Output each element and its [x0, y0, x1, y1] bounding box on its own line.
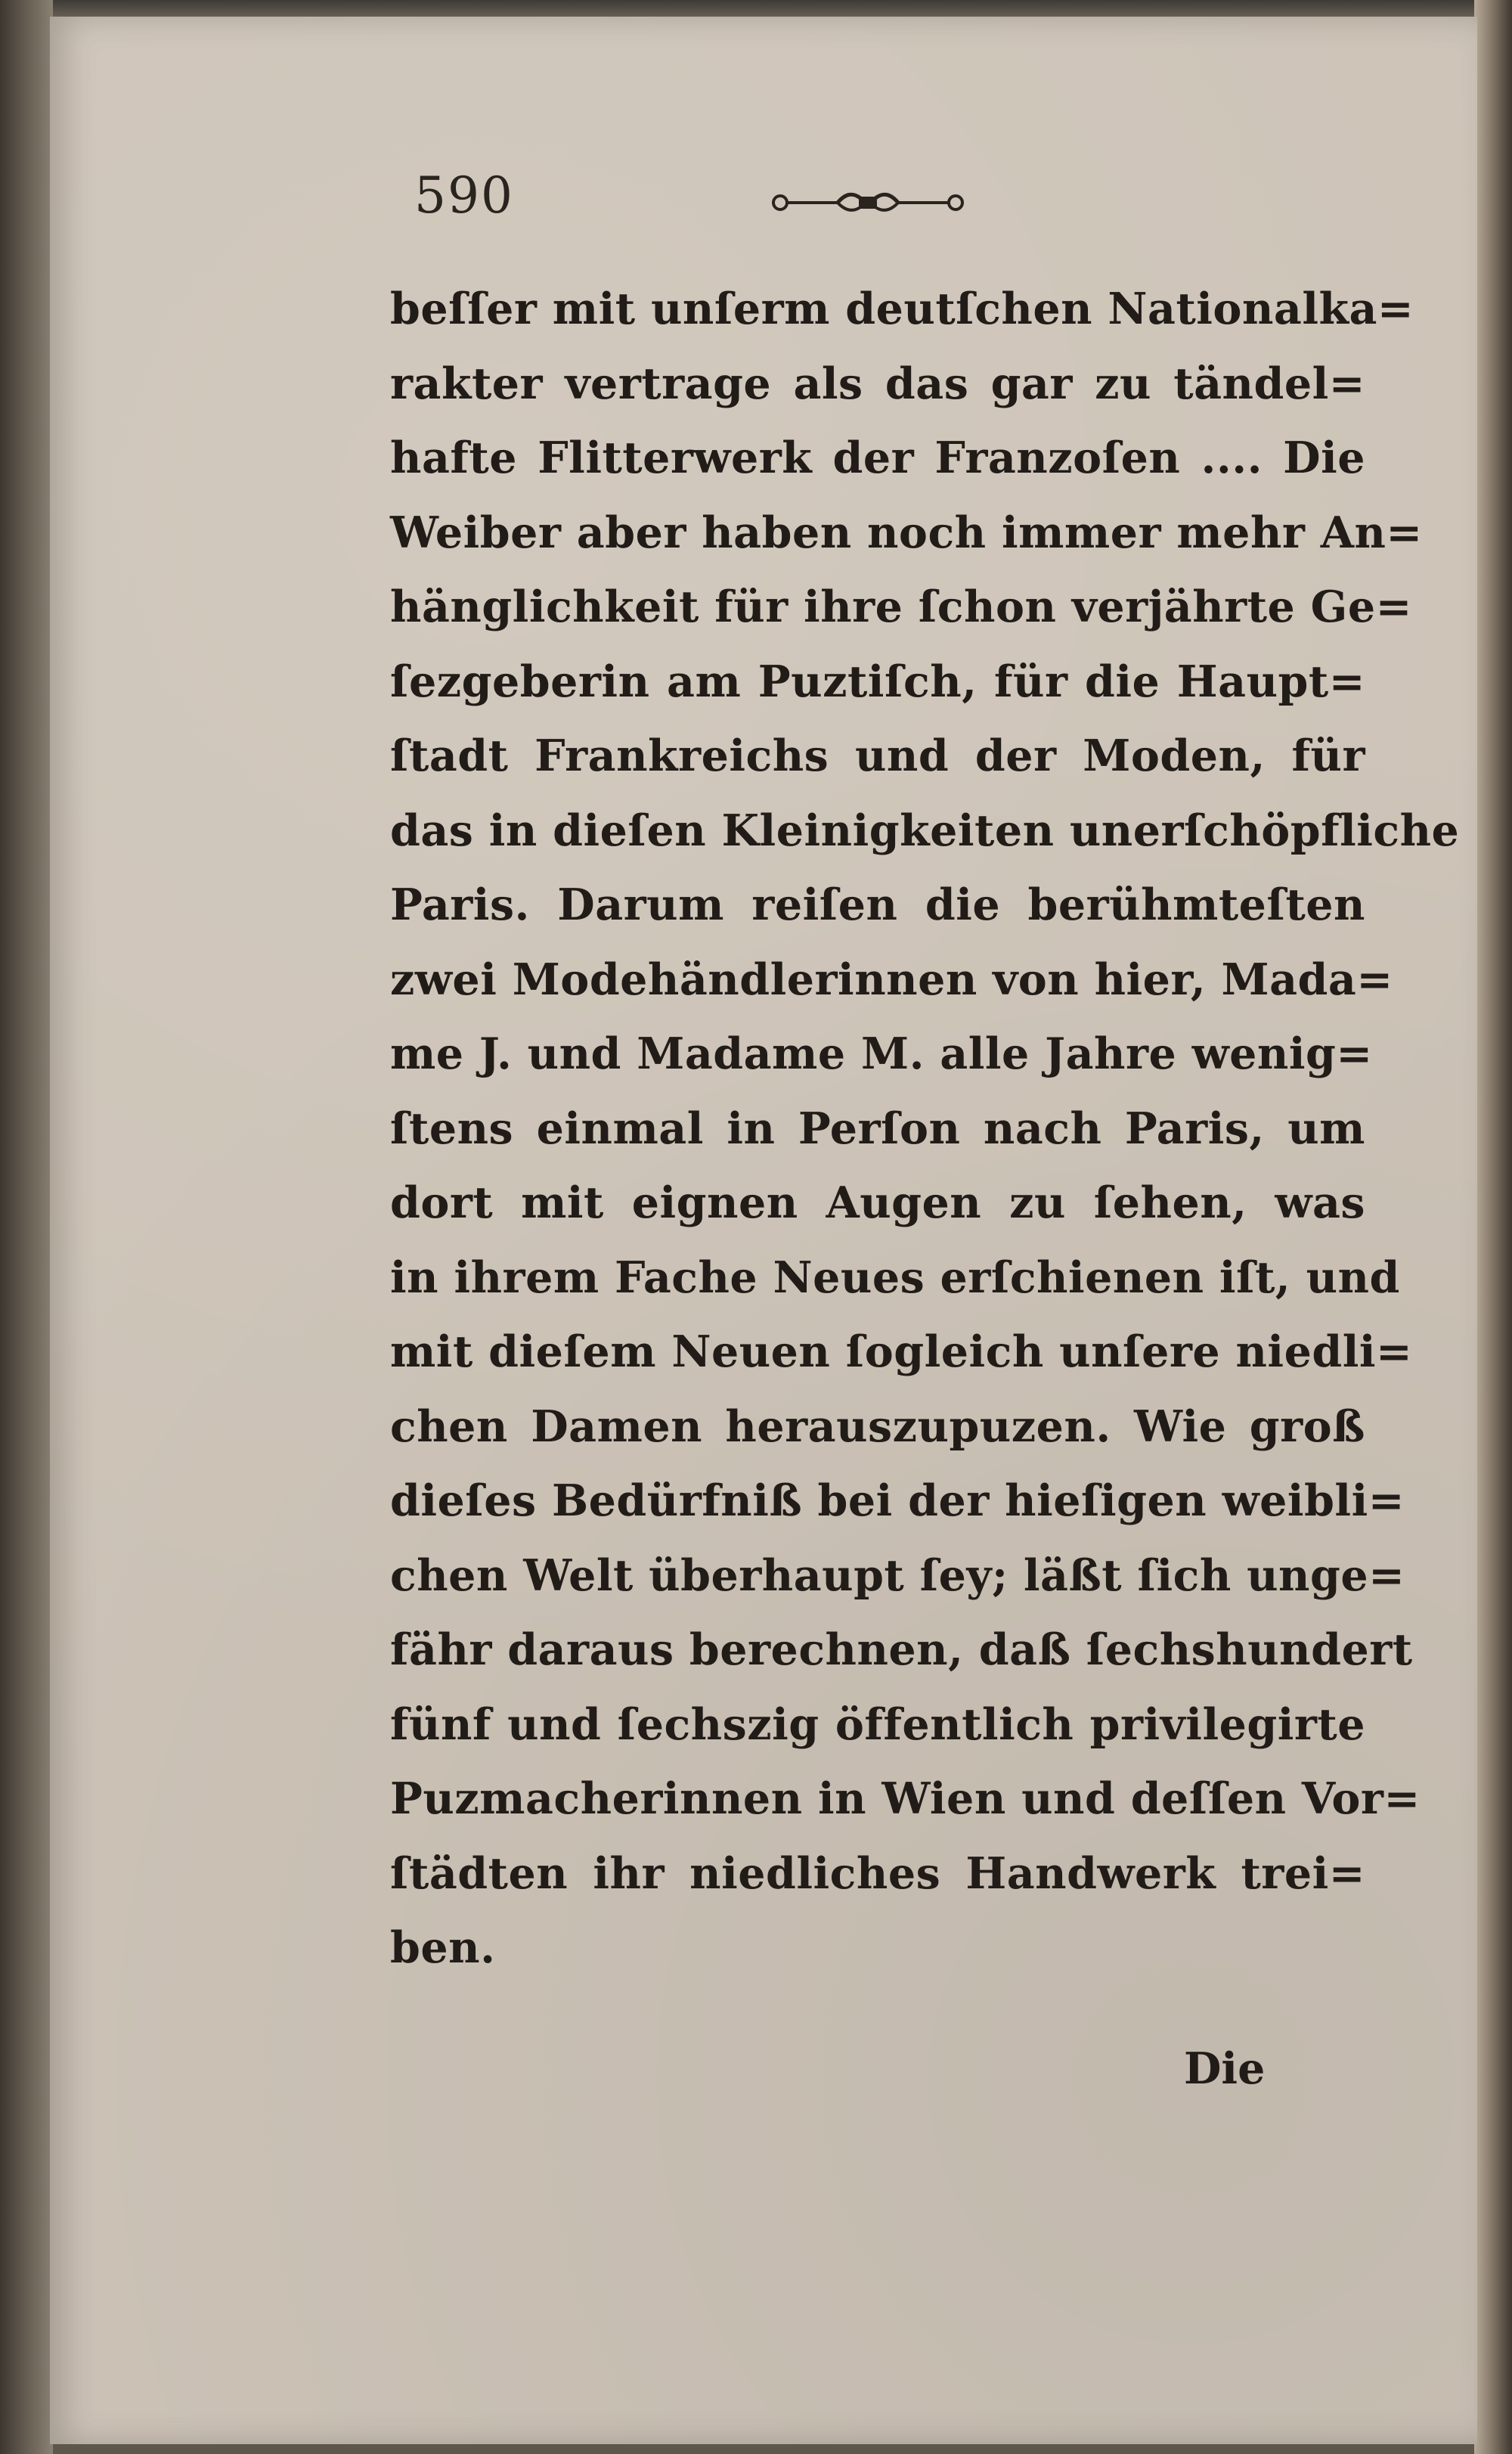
book-page	[50, 17, 1477, 2444]
text-line: Paris. Darum reiſen die berühmteſten	[390, 880, 1365, 930]
text-line: hafte Flitterwerk der Franzoſen .... Die	[390, 433, 1365, 483]
text-line: hänglichkeit für ihre ſchon verjährte Ge=	[390, 582, 1412, 632]
catchword: Die	[1184, 2043, 1266, 2094]
text-line: ben.	[390, 1922, 496, 1973]
text-line: fähr daraus berechnen, daß ſechshundert	[390, 1624, 1413, 1675]
text-line: chen Damen herauszupuzen. Wie groß	[390, 1401, 1365, 1452]
text-line: zwei Modehändlerinnen von hier, Mada=	[390, 954, 1393, 1005]
text-line: beſſer mit unſerm deutſchen Nationalka=	[390, 284, 1414, 334]
text-line: dort mit eignen Augen zu ſehen, was	[390, 1177, 1365, 1228]
text-line: ſtadt Frankreichs und der Moden, für	[390, 731, 1365, 781]
body-text	[390, 272, 1460, 1986]
page-header	[414, 166, 1019, 234]
text-line: das in dieſen Kleinigkeiten unerſchöpfliche	[390, 805, 1460, 856]
text-line: me J. und Madame M. alle Jahre wenig=	[390, 1028, 1373, 1079]
text-line: Weiber aber haben noch immer mehr An=	[390, 507, 1423, 558]
book-binding-gutter	[0, 0, 53, 2454]
text-line: rakter vertrage als das gar zu tändel=	[390, 358, 1365, 409]
page-number: 590	[414, 166, 514, 225]
text-line: chen Welt überhaupt ſey; läßt ſich unge=	[390, 1550, 1405, 1601]
text-line: mit dieſem Neuen ſogleich unſere niedli=	[390, 1326, 1413, 1377]
text-line: in ihrem Fache Neues erſchienen iſt, und	[390, 1252, 1400, 1303]
text-line: fünf und ſechszig öffentlich privilegirte	[390, 1699, 1365, 1750]
text-line: ſtens einmal in Perſon nach Paris, um	[390, 1103, 1365, 1154]
text-line: ſezgeberin am Puztiſch, für die Haupt=	[390, 656, 1365, 707]
text-line: Puzmacherinnen in Wien und deſſen Vor=	[390, 1773, 1421, 1824]
text-line: ſtädten ihr niedliches Handwerk trei=	[390, 1847, 1365, 1899]
ornamental-rule-icon	[770, 180, 966, 225]
text-line: dieſes Bedürfniß bei der hieſigen weibli=	[390, 1475, 1405, 1526]
book-page-edge	[1474, 0, 1512, 2454]
